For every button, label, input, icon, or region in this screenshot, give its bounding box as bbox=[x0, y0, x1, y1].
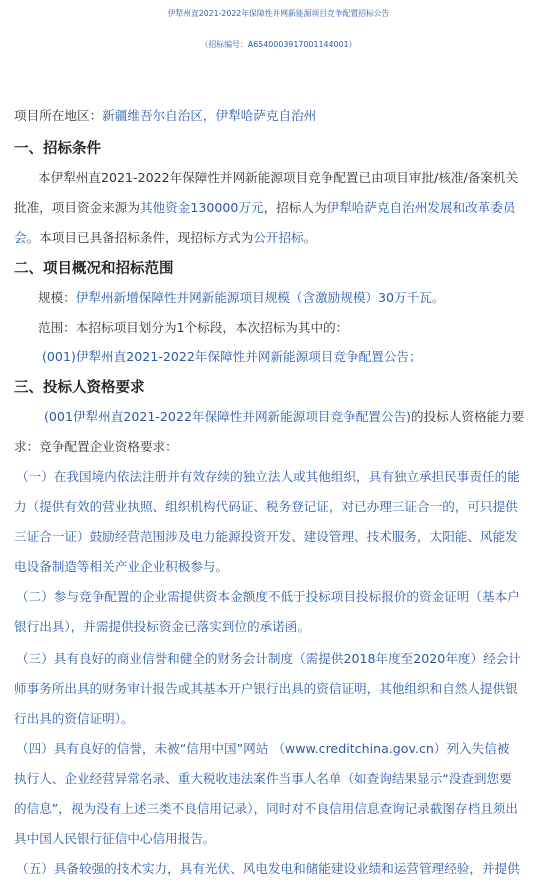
qual-p2-line-1: （二）参与竞争配置的企业需提供资本金额度不低于投标项目投标报价的资金证明（基本户 bbox=[16, 589, 520, 604]
s1-text-4: 。本项目已具备招标条件，现招标方式为 bbox=[26, 230, 254, 245]
qual-p1-line-3: 三证合一证）鼓励经营范围涉及电力能源投资开发、建设管理、技术服务，太阳能、风能发 bbox=[14, 529, 518, 544]
section-heading-qualifications: 三、投标人资格要求 bbox=[14, 380, 145, 396]
tenderer-name[interactable]: 伊犁哈萨克自治州发展和改革委员 bbox=[326, 200, 516, 215]
qual-intro-line-1 bbox=[44, 409, 524, 425]
qual-p1-line-4: 电设备制造等相关产业企业积极参与。 bbox=[14, 559, 229, 574]
qual-p4-line-2: 执行人、企业经营异常名录、重大税收违法案件当事人名单（如查询结果显示“没查到您要 bbox=[14, 771, 512, 786]
qual-lot-link[interactable]: (001伊犁州直2021-2022年保障性并网新能源项目竞争配置公告) bbox=[44, 409, 411, 424]
s1-text-2: 批准，项目资金来源为 bbox=[14, 200, 140, 215]
s1-line-1 bbox=[38, 170, 518, 186]
project-location bbox=[14, 108, 316, 124]
scale-label: 规模： bbox=[38, 290, 76, 305]
tenderer-name-end[interactable]: 会 bbox=[14, 230, 27, 245]
s1-text-5: 。 bbox=[303, 230, 317, 245]
qual-p2-line-2: 银行出具），并需提供投标资金已落实到位的承诺函。 bbox=[14, 619, 310, 634]
s1-line-3 bbox=[14, 230, 316, 246]
fund-source[interactable]: 其他资金130000万元 bbox=[139, 200, 264, 215]
range-line: 范围：本招标项目划分为1个标段，本次招标为其中的： bbox=[38, 320, 349, 335]
s1-text-3: ，招标人为 bbox=[263, 200, 327, 215]
qual-p4-line-3: 的信息”，视为没有上述三类不良信用记录），同时对不良信用信息查询记录截图存档且须出 bbox=[14, 801, 518, 816]
page-title: 伊犁州直2021-2022年保障性并网新能源项目竞争配置招标公告 bbox=[167, 9, 390, 18]
qual-p1-line-1: （一）在我国境内依法注册并有效存续的独立法人或其他组织，具有独立承担民事责任的能 bbox=[16, 469, 520, 484]
location-label: 项目所在地区： bbox=[14, 108, 103, 123]
qual-p4-line-1: （四）具有良好的信誉，未被“信用中国”网站 （www.creditchina.gov.cn）列入失信被 bbox=[16, 741, 510, 756]
section-heading-bid-conditions: 一、招标条件 bbox=[14, 141, 101, 157]
lot-link[interactable]: (001)伊犁州直2021-2022年保障性并网新能源项目竞争配置公告； bbox=[42, 349, 422, 364]
qual-p3-line-1: （三）具有良好的商业信誉和健全的财务会计制度（需提供2018年度至2020年度）经会计 bbox=[16, 651, 521, 666]
qual-p3-line-3: 行出具的资信证明）。 bbox=[14, 711, 134, 726]
qual-intro-line-2: 求：竞争配置企业资格要求： bbox=[14, 439, 178, 454]
qual-p5-line-1: （五）具备较强的技术实力，具有光伏、风电发电和储能建设业绩和运营管理经验，并提供 bbox=[16, 861, 520, 876]
qual-intro-text: 的投标人资格能力要 bbox=[410, 409, 525, 424]
section-heading-overview: 二、项目概况和招标范围 bbox=[14, 261, 174, 277]
qual-p1-line-2: 力（提供有效的营业执照、组织机构代码证、税务登记证，对已办理三证合一的，可只提供 bbox=[14, 499, 518, 514]
location-value[interactable]: 新疆维吾尔自治区，伊犁哈萨克自治州 bbox=[102, 108, 317, 123]
qual-p4-line-4: 具中国人民银行征信中心信用报告。 bbox=[14, 831, 216, 846]
s1-line-2 bbox=[14, 200, 515, 216]
scale-value[interactable]: 伊犁州新增保障性并网新能源项目规模（含激励规模）30万千瓦。 bbox=[75, 290, 445, 305]
qual-p3-line-2: 师事务所出具的财务审计报告或其基本开户银行出具的资信证明，其他组织和自然人提供银 bbox=[14, 681, 518, 696]
scale-line bbox=[38, 290, 444, 306]
s1-text-1: 本伊犁州直2021-2022年保障性并网新能源项目竞争配置已由项目审批/核准/备案机关 bbox=[38, 170, 519, 185]
bid-number: （招标编号：A6540003917001144001） bbox=[200, 40, 357, 49]
bid-method[interactable]: 公开招标 bbox=[253, 230, 304, 245]
